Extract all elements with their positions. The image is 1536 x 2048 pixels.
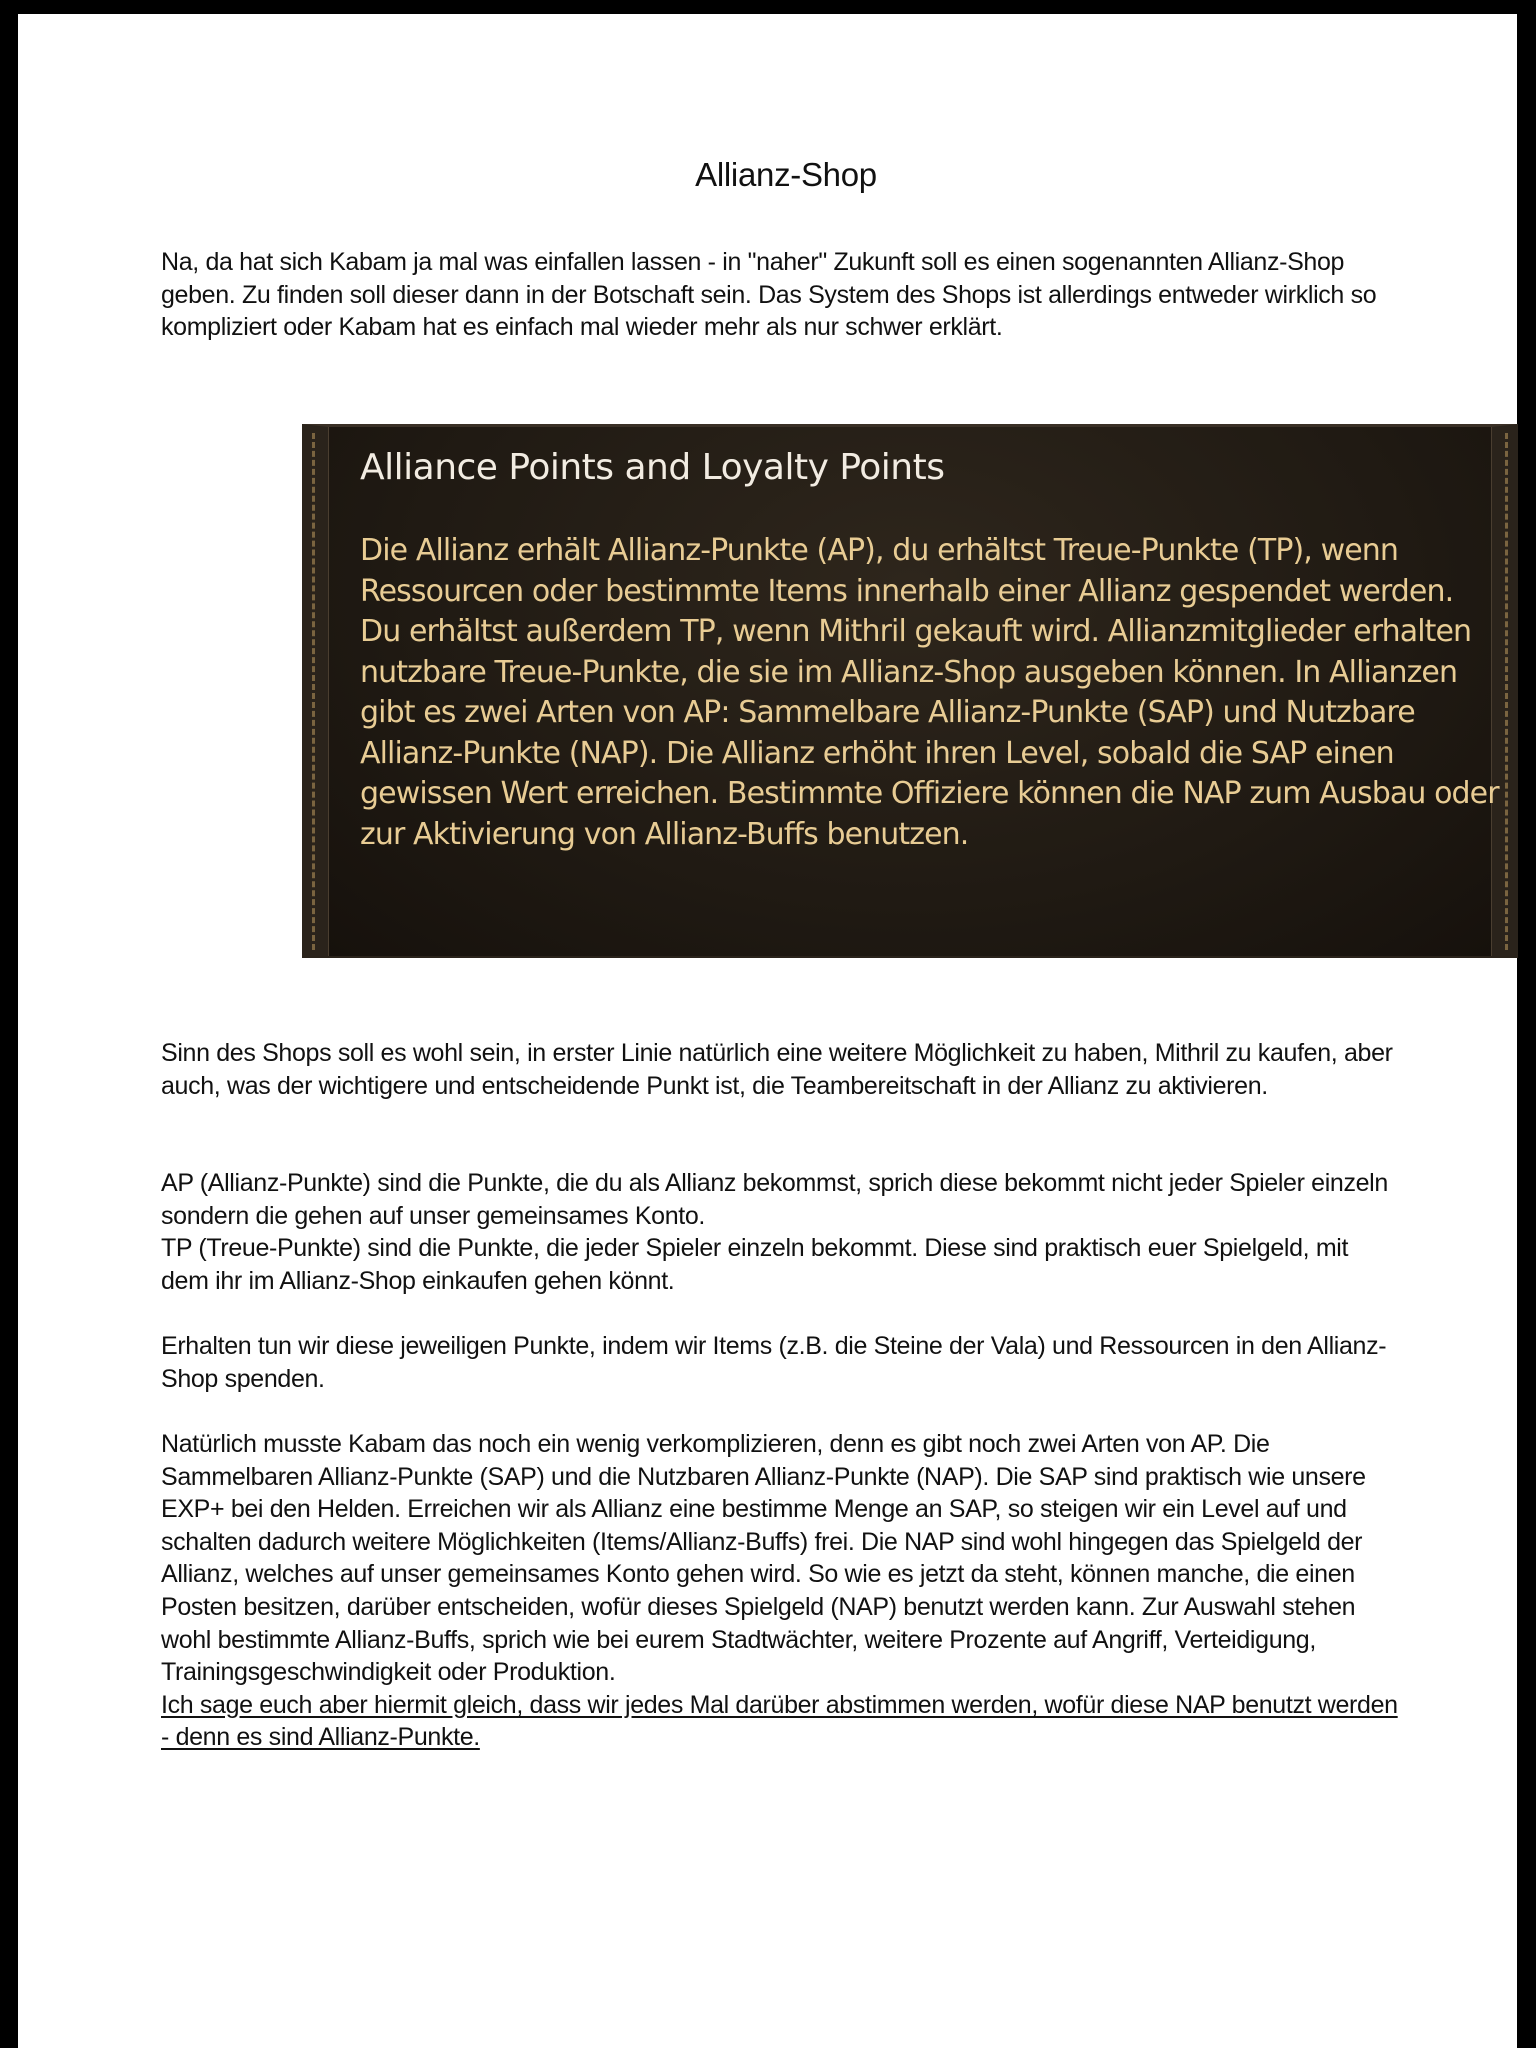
points-definition-block: [161, 1167, 1401, 1297]
panel-heading: Alliance Points and Loyalty Points: [360, 447, 945, 488]
voting-notice: Ich sage euch aber hiermit gleich, dass wir jedes Mal darüber abstimmen werden, wofür diese NAP benutzt werden - denn es sind Allianz-Punkte.: [161, 1690, 1398, 1752]
leather-stitching-left: [312, 433, 315, 950]
document-page: [18, 14, 1517, 2048]
ap-definition: AP (Allianz-Punkte) sind die Punkte, die du als Allianz bekommst, sprich diese bekommt nicht jeder Spieler einzeln sondern die gehen auf unser gemeinsames Konto.: [161, 1169, 1388, 1230]
leather-stitching-right: [1505, 433, 1508, 950]
game-screenshot-panel: [302, 424, 1518, 958]
document-title: Allianz-Shop: [695, 156, 877, 193]
sap-nap-explanation: Natürlich musste Kabam das noch ein wenig verkomplizieren, denn es gibt noch zwei Arten von AP. Die Sammelbaren Allianz-Punkte (SAP) und die Nutzbaren Allianz-Punkte (NAP). Die SAP sind praktisch wie unsere EXP+ bei den Helden. Erreichen wir als Allianz eine bestimme Menge an SAP, so steigen wir ein Level auf und schalten dadurch weitere Möglichkeiten (Items/Allianz-Buffs) frei. Die NAP sind wohl hingegen das Spielgeld der Allianz, welches auf unser gemeinsames Konto gehen wird. So wie es jetzt da steht, können manche, die einen Posten besitzen, darüber entscheiden, wofür dieses Spielgeld (NAP) benutzt werden kann. Zur Auswahl stehen wohl bestimmte Allianz-Buffs, sprich wie bei eurem Stadtwächter, weitere Prozente auf Angriff, Verteidigung, Trainingsgeschwindigkeit oder Produktion.: [161, 1430, 1366, 1687]
tp-definition: TP (Treue-Punkte) sind die Punkte, die jeder Spieler einzeln bekommt. Diese sind praktisch euer Spielgeld, mit dem ihr im Allianz-Shop einkaufen gehen könnt.: [161, 1234, 1349, 1295]
sap-nap-block: [161, 1428, 1401, 1754]
panel-body-text: Die Allianz erhält Allianz-Punkte (AP), du erhältst Treue-Punkte (TP), wenn Ressourcen oder bestimmte Items innerhalb einer Allianz gespendet werden. Du erhältst außerdem TP, wenn Mithril gekauft wird. Allianzmitglieder erhalten nutzbare Treue-Punkte, die sie im Allianz-Shop ausgeben können. In Allianzen gibt es zwei Arten von AP: Sammelbare Allianz-Punkte (SAP) und Nutzbare Allianz-Punkte (NAP). Die Allianz erhöht ihren Level, sobald die SAP einen gewissen Wert erreichen. Bestimmte Offiziere können die NAP zum Ausbau oder zur Aktivierung von Allianz-Buffs benutzen.: [360, 533, 1499, 852]
earning-paragraph: Erhalten tun wir diese jeweiligen Punkte, indem wir Items (z.B. die Steine der Vala) und Ressourcen in den Allianz-Shop spenden.: [161, 1332, 1387, 1393]
intro-paragraph: Na, da hat sich Kabam ja mal was einfallen lassen - in "naher" Zukunft soll es einen sogenannten Allianz-Shop geben. Zu finden soll dieser dann in der Botschaft sein. Das System des Shops ist allerdings entweder wirklich so kompliziert oder Kabam hat es einfach mal wieder mehr als nur schwer erklärt.: [161, 248, 1377, 342]
purpose-paragraph: Sinn des Shops soll es wohl sein, in erster Linie natürlich eine weitere Möglichkeit zu haben, Mithril zu kaufen, aber auch, was der wichtigere und entscheidende Punkt ist, die Teambereitschaft in der Allianz zu aktivieren.: [161, 1039, 1393, 1100]
